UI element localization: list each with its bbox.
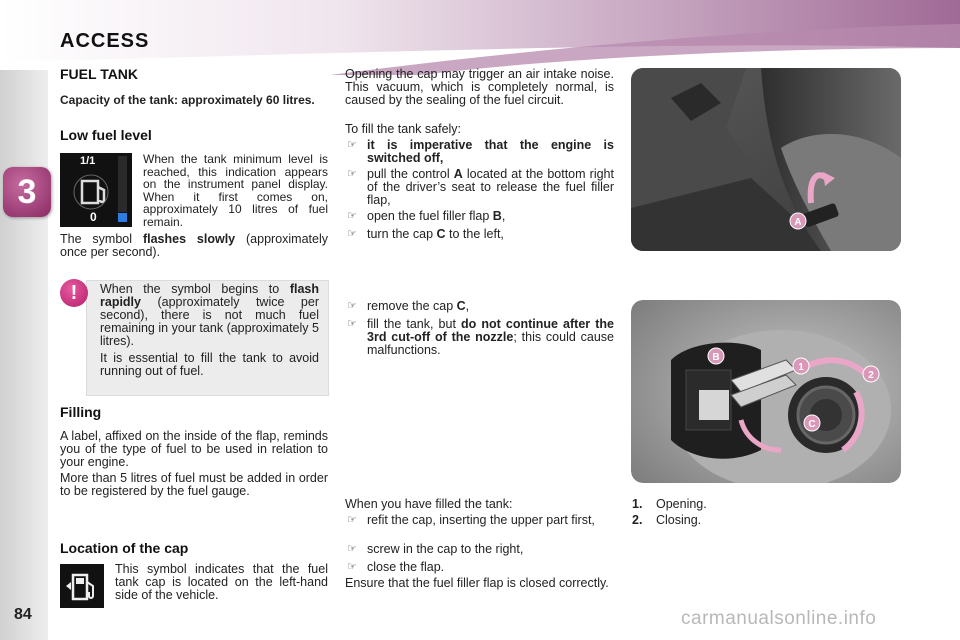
seat-control-photo bbox=[631, 68, 901, 251]
step-open-flap: ☞ open the fuel filler flap B, bbox=[347, 209, 506, 223]
fuel-pump-icon bbox=[60, 564, 104, 608]
filler-cap-photo bbox=[631, 300, 901, 483]
page-number: 84 bbox=[14, 606, 32, 623]
step-fill-tank: ☞ fill the tank, but do not continue after the 3rd cut-off of the nozzle; this could cause malfunctions. bbox=[347, 317, 614, 357]
warning-icon: ! bbox=[60, 279, 88, 307]
watermark: carmanualsonline.info bbox=[681, 608, 877, 629]
bullet-hand-icon: ☞ bbox=[347, 210, 357, 222]
chapter-tab: 3 bbox=[3, 167, 51, 217]
filling-heading: Filling bbox=[60, 404, 102, 420]
step-remove-cap: ☞ remove the cap C, bbox=[347, 299, 470, 313]
warning-text-1: When the symbol begins to flash rapidly (approximately twice per second), there is not much fuel remaining in your tank (approximately 5 litres). bbox=[100, 282, 319, 348]
photo-label-2: 2 bbox=[868, 370, 874, 381]
filling-text-1: A label, affixed on the inside of the flap, reminds you of the type of fuel to be used in relation to your engine. bbox=[60, 429, 328, 469]
legend-item-closing: 2. Closing. bbox=[632, 513, 702, 527]
capacity-text: Capacity of the tank: approximately 60 litres. bbox=[60, 93, 315, 107]
step-screw-cap: ☞ screw in the cap to the right, bbox=[347, 542, 524, 556]
step-turn-cap: ☞ turn the cap C to the left, bbox=[347, 227, 504, 241]
low-fuel-text: When the tank minimum level is reached, this indication appears on the instrument panel display. When it first comes on, approximately 10 litres of fuel remain. bbox=[143, 152, 328, 229]
filling-text-2: More than 5 litres of fuel must be added in order to be registered by the fuel gauge. bbox=[60, 471, 328, 498]
fuel-tank-heading: FUEL TANK bbox=[60, 66, 139, 82]
bullet-hand-icon: ☞ bbox=[347, 228, 357, 240]
bullet-hand-icon: ☞ bbox=[347, 543, 357, 555]
bullet-hand-icon: ☞ bbox=[347, 514, 357, 526]
low-fuel-heading: Low fuel level bbox=[60, 127, 152, 143]
gauge-bottom-label: 0 bbox=[90, 210, 97, 224]
intro-text: Opening the cap may trigger an air intake noise. This vacuum, which is completely normal, is caused by the sealing of the fuel circuit. bbox=[345, 67, 614, 107]
photo-label-b: B bbox=[712, 352, 720, 363]
bullet-hand-icon: ☞ bbox=[347, 318, 357, 330]
fill-safely-text: To fill the tank safely: bbox=[345, 122, 462, 136]
page-title: ACCESS bbox=[60, 30, 150, 52]
warning-text-2: It is essential to fill the tank to avoid running out of fuel. bbox=[100, 351, 319, 378]
bullet-hand-icon: ☞ bbox=[347, 561, 357, 573]
step-close-flap: ☞ close the flap. bbox=[347, 560, 445, 574]
step-pull-control: ☞ pull the control A located at the bottom right of the driver’s seat to release the fuel filler flap, bbox=[347, 167, 614, 207]
bullet-hand-icon: ☞ bbox=[347, 168, 357, 180]
symbol-flash-text: The symbol flashes slowly (approximately once per second). bbox=[60, 232, 328, 259]
ensure-closed-text: Ensure that the fuel filler flap is closed correctly. bbox=[345, 576, 609, 590]
cap-location-heading: Location of the cap bbox=[60, 540, 189, 556]
photo-label-1: 1 bbox=[798, 362, 804, 373]
left-margin-strip bbox=[0, 70, 48, 640]
step-refit-cap: ☞ refit the cap, inserting the upper part first, bbox=[347, 513, 595, 527]
bullet-hand-icon: ☞ bbox=[347, 139, 357, 151]
photo-label-a: A bbox=[794, 217, 802, 228]
bullet-hand-icon: ☞ bbox=[347, 300, 357, 312]
after-filling-text: When you have filled the tank: bbox=[345, 497, 513, 511]
step-engine-off: ☞ it is imperative that the engine is switched off, bbox=[347, 138, 614, 165]
photo-label-c: C bbox=[808, 419, 816, 430]
cap-location-text: This symbol indicates that the fuel tank cap is located on the left-hand side of the vehicle. bbox=[115, 562, 328, 602]
gauge-top-label: 1/1 bbox=[80, 155, 96, 167]
legend-item-opening: 1. Opening. bbox=[632, 497, 707, 511]
